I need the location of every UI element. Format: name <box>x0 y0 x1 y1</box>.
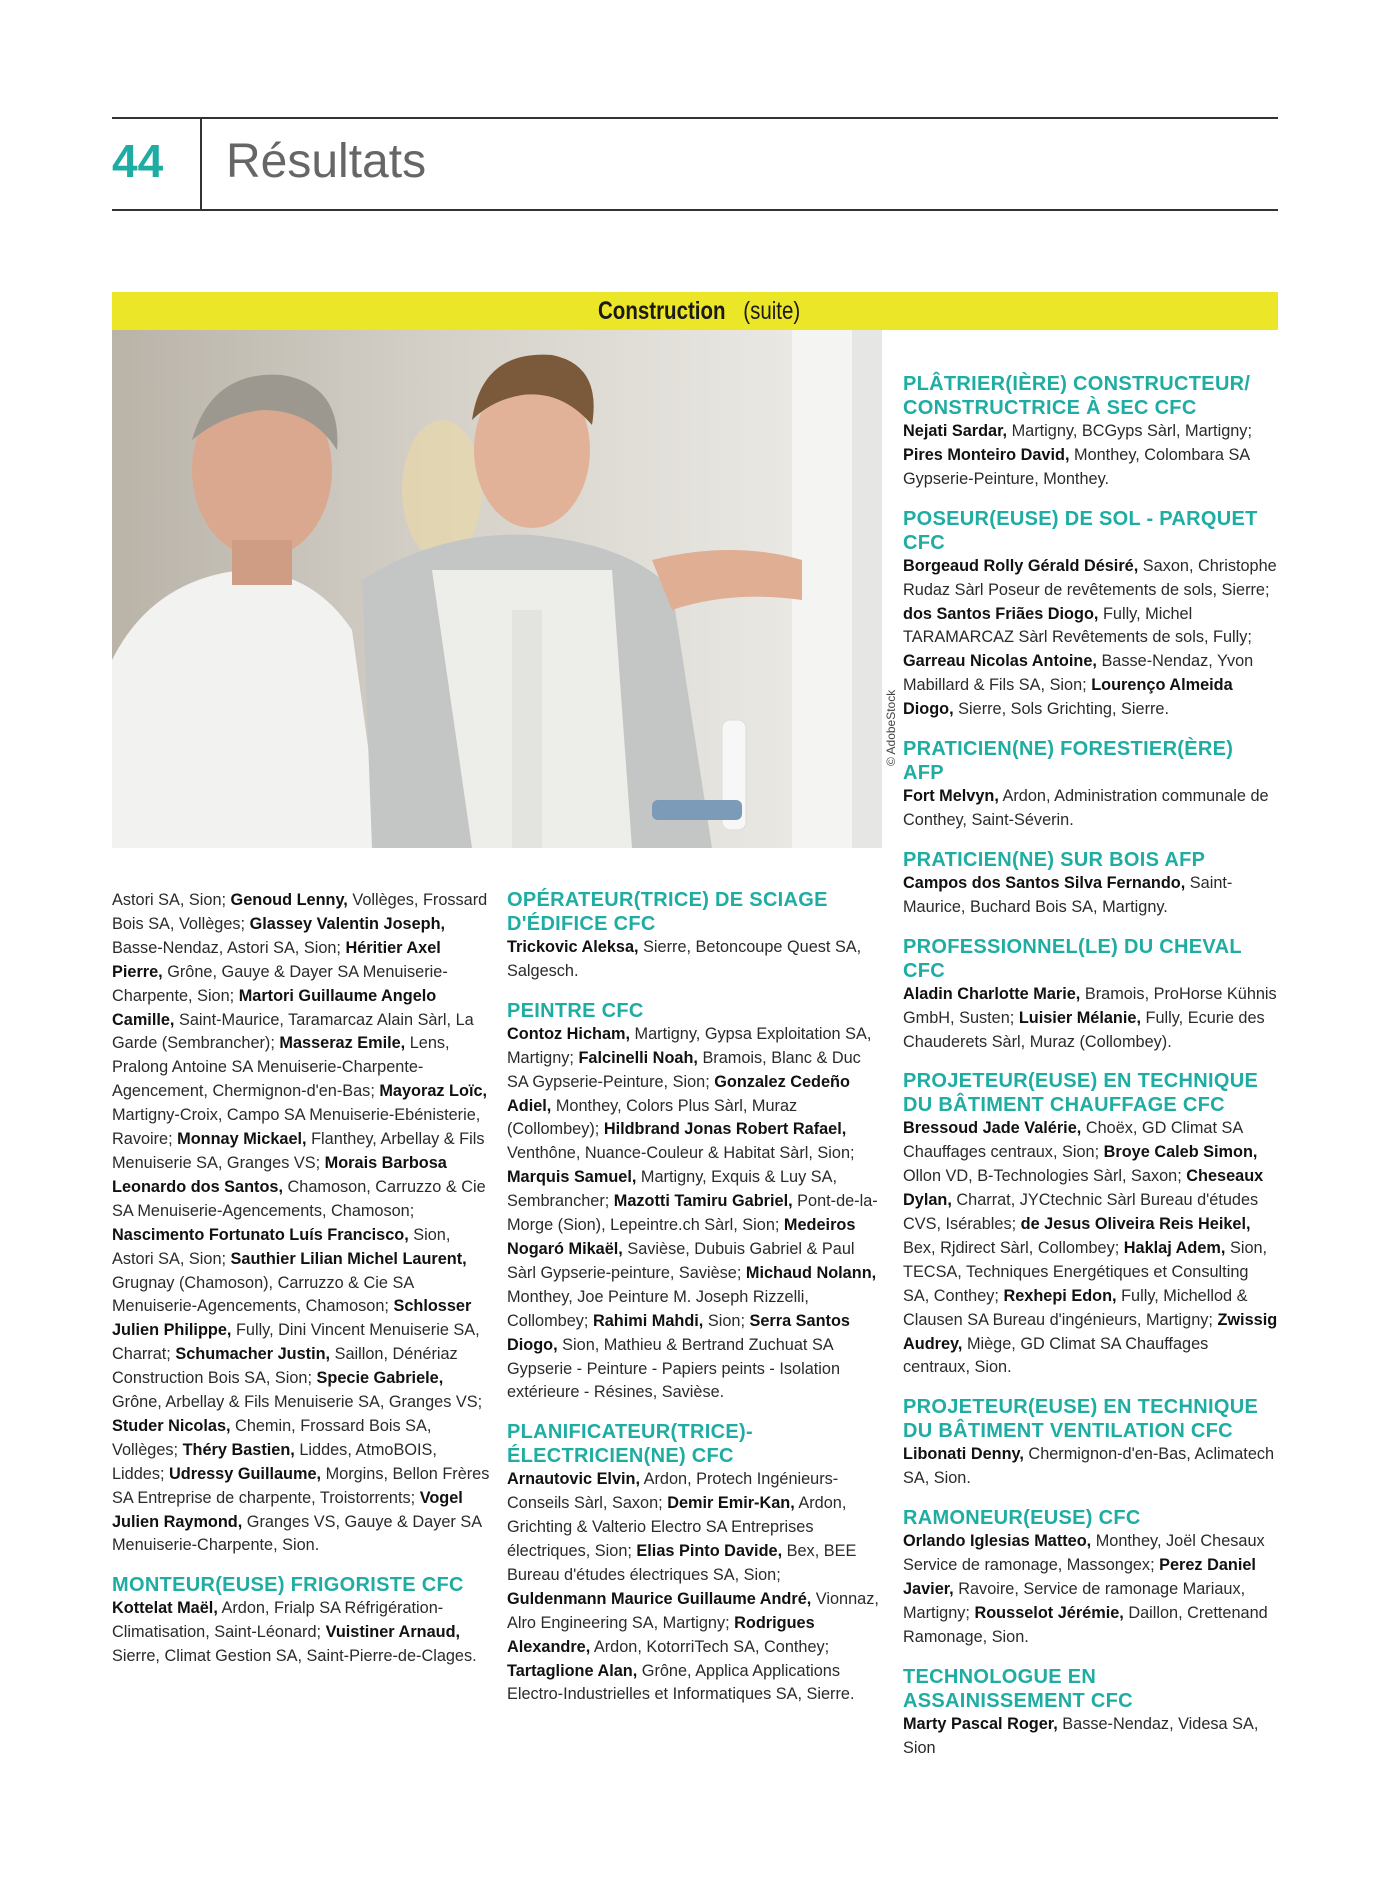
entry-details: Saint-Maurice, Buchard Bois SA, Martigny. <box>903 873 1233 916</box>
person-name: Schlosser Julien Philippe, <box>112 1297 472 1340</box>
entry-details: Basse-Nendaz, Astori SA, Sion; <box>112 938 346 957</box>
entry-details: Liddes, AtmoBOIS, Liddes; <box>112 1440 437 1483</box>
section-technologue <box>903 1665 1279 1761</box>
person-name: Martori Guillaume Angelo Camille, <box>112 986 437 1029</box>
section-ramoneur <box>903 1506 1279 1650</box>
section-peintre <box>507 999 881 1406</box>
person-name: Fort Melvyn, <box>903 787 999 806</box>
entry-details: Sion, Mathieu & Bertrand Zuchuat SA Gypserie - Peinture - Papiers peints - Isolation extérieure - Résines, Savièse. <box>507 1335 841 1402</box>
entries-platrier <box>903 420 1279 492</box>
photo-illustration <box>112 330 882 848</box>
person-name: Mayoraz Loïc, <box>379 1082 488 1101</box>
entry-details: Ollon VD, B-Technologies Sàrl, Saxon; <box>903 1167 1187 1186</box>
entry-details: Martigny, BCGyps Sàrl, Martigny; <box>1007 422 1252 440</box>
person-name: Arnautovic Elvin, <box>507 1470 640 1489</box>
entry-details: Sierre, Betoncoupe Quest SA, Salgesch. <box>507 938 862 980</box>
page-number: 44 <box>112 135 164 187</box>
column-3 <box>903 372 1279 1761</box>
heading-praticien-forestier: PRATICIEN(NE) FORESTIER(ÈRE) AFP <box>903 738 1234 785</box>
section-platrier <box>903 372 1279 492</box>
heading-praticien-bois: PRATICIEN(NE) SUR BOIS AFP <box>903 848 1206 871</box>
person-name: Vuistiner Arnaud, <box>325 1623 461 1642</box>
person-name: Morais Barbosa Leonardo dos Santos, <box>112 1153 447 1196</box>
person-name: Libonati Denny, <box>903 1445 1024 1464</box>
entry-details: Astori SA, Sion; <box>112 891 231 909</box>
entries-planificateur-electricien <box>507 1468 881 1707</box>
person-name: Marquis Samuel, <box>507 1168 637 1187</box>
person-name: Théry Bastien, <box>182 1440 295 1459</box>
person-name: Pires Monteiro David, <box>903 445 1070 464</box>
person-name: de Jesus Oliveira Reis Heikel, <box>1020 1215 1251 1234</box>
entry-details: Saillon, Dénériaz Construction Bois SA, Sion; <box>112 1345 458 1388</box>
column-1 <box>112 889 490 1669</box>
entry-details: Sion, TECSA, Techniques Energétiques et Consulting SA, Conthey; <box>903 1238 1268 1305</box>
person-name: Vogel Julien Raymond, <box>112 1488 463 1531</box>
person-name: Udressy Guillaume, <box>169 1464 322 1483</box>
person-name: Specie Gabriele, <box>316 1369 444 1388</box>
entries-monteur-frigoriste <box>112 1597 490 1669</box>
section-chauffage <box>903 1069 1279 1380</box>
entry-details: Miège, GD Climat SA Chauffages centraux, Sion. <box>903 1334 1209 1377</box>
heading-operateur-sciage: OPÉRATEUR(TRICE) DE SCIAGE D'ÉDIFICE CFC <box>507 889 828 935</box>
entry-details: Grône, Arbellay & Fils Menuiserie SA, Granges VS; <box>112 1393 483 1412</box>
person-name: Campos dos Santos Silva Fernando, <box>903 873 1186 892</box>
entry-details: Ardon, Grichting & Valterio Electro SA Entreprises électriques, Sion; <box>507 1494 847 1561</box>
person-name: Michaud Nolann, <box>745 1263 877 1282</box>
person-name: dos Santos Friães Diogo, <box>903 604 1099 623</box>
person-name: Zwissig Audrey, <box>903 1310 1278 1353</box>
entry-details: Saxon, Christophe Rudaz Sàrl Poseur de revêtements de sols, Sierre; <box>903 556 1277 599</box>
heading-ramoneur: RAMONEUR(EUSE) CFC <box>903 1507 1141 1530</box>
person-name: Haklaj Adem, <box>1123 1238 1226 1257</box>
header-bottom-rule <box>112 209 1278 211</box>
entry-details: Chemin, Frossard Bois SA, Vollèges; <box>112 1416 432 1459</box>
entry-details: Sion, Astori SA, Sion; <box>112 1225 451 1268</box>
heading-ventilation: PROJETEUR(EUSE) EN TECHNIQUE DU BÂTIMENT VENTILATION CFC <box>903 1396 1259 1443</box>
entry-details: Chamoson, Carruzzo & Cie SA Menuiserie-Agencements, Chamoson; <box>112 1177 486 1220</box>
heading-chauffage: PROJETEUR(EUSE) EN TECHNIQUE DU BÂTIMENT CHAUFFAGE CFC <box>903 1070 1259 1117</box>
section-operateur-sciage <box>507 888 881 984</box>
entry-details: Fully, Dini Vincent Menuiserie SA, Charrat; <box>112 1321 480 1364</box>
person-name: Contoz Hicham, <box>507 1024 631 1043</box>
section-cheval <box>903 935 1279 1055</box>
entry-details: Sierre, Climat Gestion SA, Saint-Pierre-de-Clages. <box>112 1647 477 1666</box>
entry-details: Grône, Applica Applications Electro-Industrielles et Informatiques SA, Sierre. <box>507 1661 855 1704</box>
person-name: Medeiros Nogaró Mikaël, <box>507 1216 856 1258</box>
person-name: Cheseaux Dylan, <box>903 1167 1264 1210</box>
person-name: Nascimento Fortunato Luís Francisco, <box>112 1225 409 1244</box>
entry-details: Monthey, Joe Peinture M. Joseph Rizzelli, Collombey; <box>507 1287 809 1330</box>
person-name: Demir Emir-Kan, <box>667 1494 795 1513</box>
photo-painters <box>112 330 882 848</box>
person-name: Orlando Iglesias Matteo, <box>903 1532 1092 1551</box>
banner-subtitle: (suite) <box>742 297 800 325</box>
entry-details: Grône, Gauye & Dayer SA Menuiserie-Charpente, Sion; <box>112 962 448 1005</box>
entry-details: Bex, Rjdirect Sàrl, Collombey; <box>903 1238 1124 1257</box>
heading-monteur-frigoriste: MONTEUR(EUSE) FRIGORISTE CFC <box>112 1574 464 1597</box>
entries-ventilation <box>903 1443 1279 1491</box>
photo-credit: © AdobeStock <box>884 689 898 766</box>
section-praticien-bois <box>903 848 1279 920</box>
entry-details: Choëx, GD Climat SA Chauffages centraux, Sion; <box>903 1119 1243 1162</box>
entries-operateur-sciage <box>507 936 881 984</box>
person-name: Luisier Mélanie, <box>1018 1008 1141 1027</box>
entry-details: Basse-Nendaz, Videsa SA, Sion <box>903 1714 1259 1757</box>
entries-praticien-forestier <box>903 785 1279 833</box>
person-name: Marty Pascal Roger, <box>903 1714 1058 1733</box>
banner-title: Construction <box>598 297 726 325</box>
person-name: Schumacher Justin, <box>175 1345 331 1364</box>
entries-chauffage <box>903 1117 1279 1380</box>
person-name: Rousselot Jérémie, <box>974 1603 1124 1622</box>
person-name: Masseraz Emile, <box>279 1034 406 1053</box>
entry-details: Fully, Michellod & Clausen SA Bureau d'ingénieurs, Martigny; <box>903 1286 1248 1329</box>
person-name: Sauthier Lilian Michel Laurent, <box>230 1249 467 1268</box>
heading-peintre: PEINTRE CFC <box>507 999 644 1022</box>
entry-details: Vollèges, Frossard Bois SA, Vollèges; <box>112 891 488 933</box>
entries-praticien-bois <box>903 872 1279 920</box>
entries-poseur-sol <box>903 555 1279 722</box>
section-monteur-frigoriste <box>112 1573 490 1669</box>
person-name: Monnay Mickael, <box>177 1130 307 1149</box>
person-name: Rahimi Mahdi, <box>592 1311 704 1330</box>
person-name: Serra Santos Diogo, <box>507 1311 850 1354</box>
page-title: Résultats <box>226 135 427 188</box>
entry-details: Savièse, Dubuis Gabriel & Paul Sàrl Gypserie-peinture, Savièse; <box>507 1239 855 1282</box>
entry-details: Pont-de-la-Morge (Sion), Lepeintre.ch Sàrl, Sion; <box>507 1192 878 1235</box>
entry-details: Grugnay (Chamoson), Carruzzo & Cie SA Menuiserie-Agencements, Chamoson; <box>112 1273 414 1316</box>
entry-details: Bramois, Blanc & Duc SA Gypserie-Peinture, Sion; <box>507 1048 861 1091</box>
person-name: Lourenço Almeida Diogo, <box>903 676 1233 719</box>
entry-details: Martigny-Croix, Campo SA Menuiserie-Ebénisterie, Ravoire; <box>112 1106 481 1149</box>
person-name: Perez Daniel Javier, <box>903 1556 1256 1598</box>
entry-details: Sierre, Sols Grichting, Sierre. <box>953 700 1169 719</box>
heading-cheval: PROFESSIONNEL(LE) DU CHEVAL CFC <box>903 935 1242 982</box>
section-continued <box>112 889 490 1558</box>
entry-details: Ardon, Frialp SA Réfrigération-Climatisation, Saint-Léonard; <box>112 1599 444 1642</box>
person-name: Mazotti Tamiru Gabriel, <box>613 1192 793 1211</box>
person-name: Héritier Axel Pierre, <box>112 938 441 981</box>
heading-technologue: TECHNOLOGUE EN ASSAINISSEMENT CFC <box>903 1665 1133 1712</box>
entry-details: Ardon, Administration communale de Conthey, Saint-Séverin. <box>903 787 1269 829</box>
person-name: Guldenmann Maurice Guillaume André, <box>507 1589 812 1608</box>
person-name: Aladin Charlotte Marie, <box>903 984 1081 1003</box>
entries-peintre <box>507 1023 881 1406</box>
entries-ramoneur <box>903 1530 1279 1650</box>
column-2 <box>507 888 881 1707</box>
person-name: Glassey Valentin Joseph, <box>249 914 446 933</box>
entry-details: Charrat, JYCtechnic Sàrl Bureau d'études CVS, Isérables; <box>903 1191 1259 1234</box>
person-name: Nejati Sardar, <box>903 422 1008 440</box>
person-name: Garreau Nicolas Antoine, <box>903 652 1097 671</box>
entry-details: Ravoire, Service de ramonage Mariaux, Martigny; <box>903 1580 1246 1622</box>
person-name: Rexhepi Edon, <box>1003 1286 1117 1305</box>
entry-details: Daillon, Crettenand Ramonage, Sion. <box>903 1603 1268 1646</box>
person-name: Broye Caleb Simon, <box>1103 1143 1258 1162</box>
entries-continued <box>112 889 490 1558</box>
entry-details: Venthône, Nuance-Couleur & Habitat Sàrl, Sion; <box>507 1144 855 1163</box>
person-name: Gonzalez Cedeño Adiel, <box>507 1072 850 1115</box>
person-name: Rodrigues Alexandre, <box>507 1613 815 1656</box>
person-name: Genoud Lenny, <box>230 891 348 909</box>
section-banner <box>112 292 1278 330</box>
entry-details: Bramois, ProHorse Kühnis GmbH, Susten; <box>903 984 1277 1027</box>
section-poseur-sol <box>903 507 1279 722</box>
entry-details: Ardon, KotorriTech SA, Conthey; <box>590 1637 830 1656</box>
entry-details: Granges VS, Gauye & Dayer SA Menuiserie-Charpente, Sion. <box>112 1512 482 1555</box>
entry-details: Vionnaz, Alro Engineering SA, Martigny; <box>507 1589 879 1632</box>
person-name: Tartaglione Alan, <box>507 1661 638 1680</box>
entry-details: Monthey, Joël Chesaux Service de ramonage, Massongex; <box>903 1532 1265 1575</box>
entry-details: Morgins, Bellon Frères SA Entreprise de charpente, Troistorrents; <box>112 1464 490 1507</box>
entries-technologue <box>903 1713 1279 1761</box>
entry-details: Monthey, Colombara SA Gypserie-Peinture, Monthey. <box>903 445 1250 488</box>
entry-details: Sion; <box>703 1311 750 1330</box>
header-separator <box>200 119 202 209</box>
section-praticien-forestier <box>903 737 1279 833</box>
entry-details: Basse-Nendaz, Yvon Mabillard & Fils SA, Sion; <box>903 652 1254 695</box>
entry-details: Bex, BEE Bureau d'études électriques SA, Sion; <box>507 1542 857 1584</box>
entry-details: Martigny, Gypsa Exploitation SA, Martigny; <box>507 1024 872 1067</box>
entries-cheval <box>903 983 1279 1055</box>
person-name: Trickovic Aleksa, <box>507 938 639 956</box>
person-name: Studer Nicolas, <box>112 1416 231 1435</box>
entry-details: Saint-Maurice, Taramarcaz Alain Sàrl, La Garde (Sembrancher); <box>112 1010 474 1053</box>
person-name: Falcinelli Noah, <box>578 1048 698 1067</box>
entry-details: Ardon, Protech Ingénieurs-Conseils Sàrl, Saxon; <box>507 1470 839 1513</box>
section-ventilation <box>903 1395 1279 1491</box>
entry-details: Martigny, Exquis & Luy SA, Sembrancher; <box>507 1168 837 1211</box>
entry-details: Fully, Michel TARAMARCAZ Sàrl Revêtements de sols, Fully; <box>903 604 1252 647</box>
heading-poseur-sol: POSEUR(EUSE) DE SOL - PARQUET CFC <box>903 507 1258 554</box>
entry-details: Fully, Ecurie des Chauderets Sàrl, Muraz (Collombey). <box>903 1008 1265 1051</box>
heading-platrier: PLÂTRIER(IÈRE) CONSTRUCTEUR/ CONSTRUCTRICE À SEC CFC <box>903 373 1251 419</box>
entry-details: Flanthey, Arbellay & Fils Menuiserie SA, Granges VS; <box>112 1130 485 1172</box>
heading-planificateur-electricien: PLANIFICATEUR(TRICE)-ÉLECTRICIEN(NE) CFC <box>507 1421 753 1468</box>
entry-details: Chermignon-d'en-Bas, Aclimatech SA, Sion. <box>903 1445 1275 1488</box>
section-planificateur-electricien <box>507 1420 881 1707</box>
entry-details: Monthey, Colors Plus Sàrl, Muraz (Collombey); <box>507 1096 798 1139</box>
person-name: Hildbrand Jonas Robert Rafael, <box>603 1120 847 1139</box>
person-name: Kottelat Maël, <box>112 1599 218 1618</box>
person-name: Borgeaud Rolly Gérald Désiré, <box>903 556 1139 575</box>
person-name: Bressoud Jade Valérie, <box>903 1119 1082 1138</box>
person-name: Elias Pinto Davide, <box>636 1542 783 1561</box>
header-top-rule <box>112 117 1278 119</box>
entry-details: Lens, Pralong Antoine SA Menuiserie-Charpente-Agencement, Chermignon-d'en-Bas; <box>112 1034 450 1101</box>
